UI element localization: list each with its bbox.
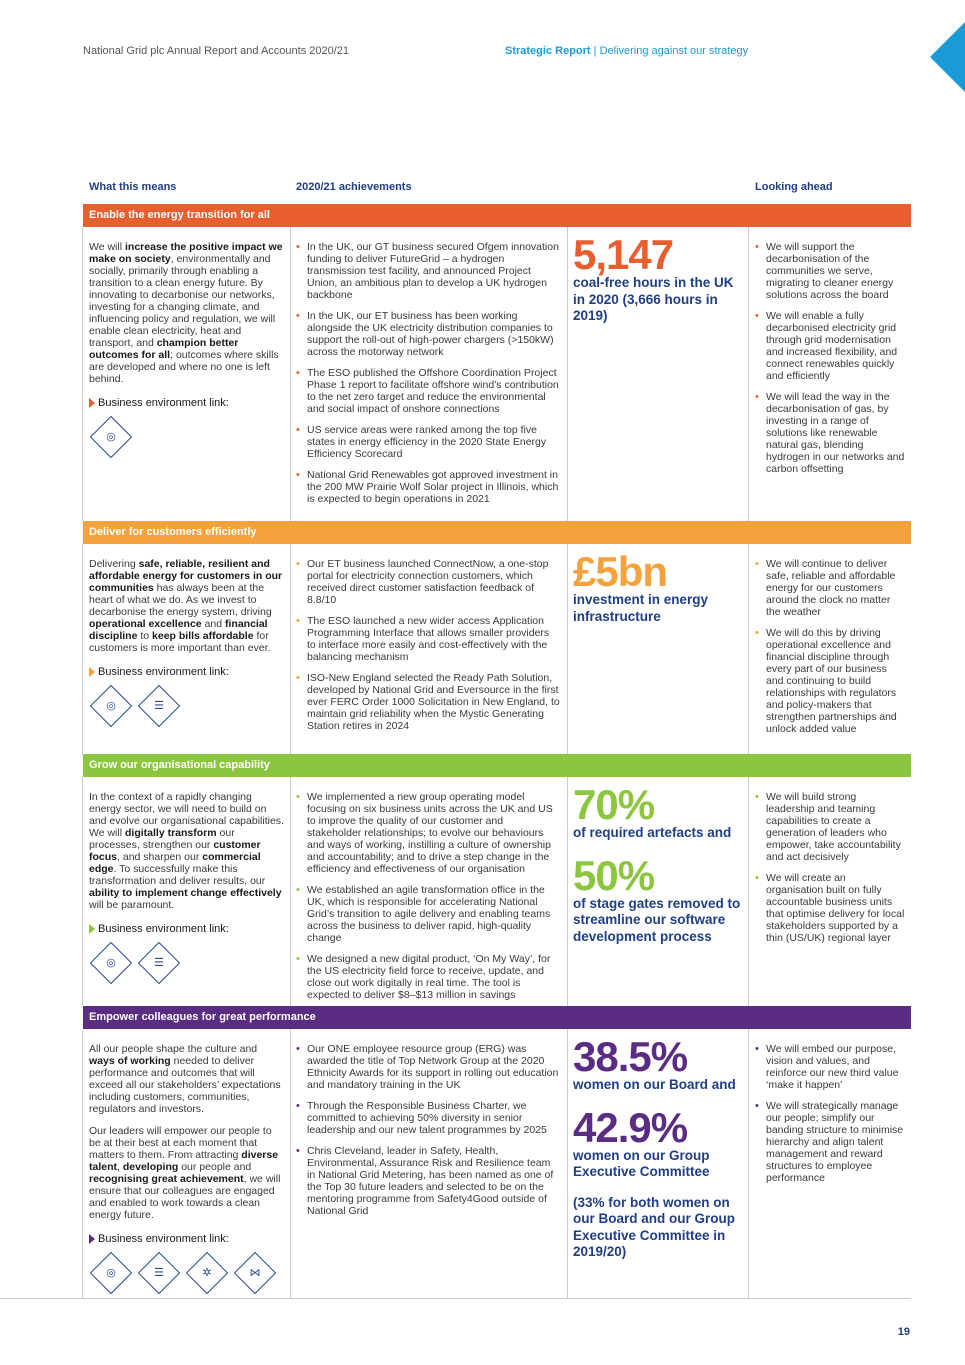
kpi-block — [573, 548, 745, 625]
achievements-list — [296, 558, 560, 741]
means-fragment: , and sharpen our — [117, 851, 203, 863]
means-text — [89, 1043, 285, 1295]
means-paragraph — [89, 1125, 285, 1221]
means-fragment: ; outcomes where skills are developed and where no one is left behind. — [89, 349, 279, 385]
business-environment-link[interactable] — [89, 923, 285, 935]
kpi-description: investment in energy infrastructure — [573, 592, 709, 624]
means-emphasis: increase the positive impact we make on society — [89, 241, 283, 265]
achievement-item: • National Grid Renewables got approved investment in the 200 MW Prairie Wolf Solar project in Illinois, which is expected to begin operations in 2021 — [296, 469, 560, 505]
column-header-achievements: 2020/21 achievements — [296, 181, 412, 193]
means-fragment: our processes, strengthen our — [89, 827, 235, 851]
kpi-description: women on our Board and — [573, 1077, 736, 1092]
business-environment-label: Business environment link: — [98, 923, 229, 935]
kpi-description: of required artefacts and — [573, 825, 732, 840]
kpi-description: coal-free hours in the UK in 2020 (3,666 hours in 2019) — [573, 275, 734, 323]
icon-row — [89, 1251, 285, 1295]
achievement-item: • US service areas were ranked among the top five states in energy efficiency in the 2020 State Energy Efficiency Scorecard — [296, 424, 560, 460]
means-emphasis: champion better outcomes for all — [89, 337, 239, 361]
target-icon[interactable] — [90, 685, 132, 727]
looking-ahead-list — [755, 558, 905, 744]
icon-glyph: ◎ — [106, 1267, 116, 1279]
icon-glyph: ◎ — [106, 700, 116, 712]
business-environment-label: Business environment link: — [98, 397, 229, 409]
kpi-block — [573, 231, 745, 325]
page-number: 19 — [897, 1326, 910, 1338]
arrow-icon — [89, 398, 95, 408]
achievement-item: • We implemented a new group operating model focusing on six business units across the UK and US to improve the quality of our customer and stakeholder relationships; to evolve our behaviours and ways of working, instilling a culture of ownership and accountability; and to drive a step change in the efficiency and effectiveness of our organisation — [296, 791, 560, 875]
column-divider — [82, 1029, 83, 1298]
column-divider — [290, 227, 291, 521]
business-environment-link[interactable] — [89, 1233, 285, 1245]
means-emphasis: financial discipline — [89, 618, 268, 642]
means-emphasis: developing — [122, 1161, 179, 1173]
kpi-description: of stage gates removed to streamline our software development process — [573, 895, 741, 944]
looking-ahead-item: • We will support the decarbonisation of the communities we serve, migrating to cleaner energy solutions across the board — [755, 241, 905, 301]
means-emphasis: commercial edge — [89, 851, 261, 875]
achievements-list — [296, 241, 560, 514]
arrow-icon — [89, 924, 95, 934]
column-divider — [82, 777, 83, 1006]
looking-ahead-item: • We will create an organisation built on fully accountable business units that optimise delivery for local stakeholders supported by a thin (US/UK) regional layer — [755, 872, 905, 944]
means-fragment: , we will ensure that our colleagues are engaged and enabled to work towards a clean energy future. — [89, 1173, 281, 1221]
column-divider — [567, 1029, 568, 1298]
coins-icon[interactable] — [138, 1252, 180, 1294]
icon-glyph: ☰ — [154, 957, 164, 969]
kpi-description: women on our Group Executive Committee — [573, 1147, 710, 1179]
means-emphasis: operational excellence — [89, 618, 202, 630]
means-emphasis: ways of working — [89, 1055, 171, 1067]
column-divider — [567, 227, 568, 521]
means-emphasis: customer focus — [89, 839, 261, 863]
looking-ahead-item: • We will strategically manage our people; simplify our banding structure to minimise hierarchy and align talent management and reward structures to employee performance — [755, 1100, 905, 1184]
report-title: National Grid plc Annual Report and Accounts 2020/21 — [83, 45, 350, 57]
icon-glyph: ☰ — [154, 1267, 164, 1279]
looking-ahead-item: • We will do this by driving operational excellence and financial discipline through every part of our business and continuing to build relationships with regulators and policy-makers that strengthen partnerships and unlock added value — [755, 627, 905, 735]
icon-glyph: ✲ — [202, 1267, 212, 1279]
means-emphasis: recognising great achievement — [89, 1173, 244, 1185]
means-fragment: needed to deliver performance and outcomes that will exceed all our stakeholders’ expectations including customers, communities, regulators and investors. — [89, 1055, 281, 1115]
achievement-item: • Our ONE employee resource group (ERG) was awarded the title of Top Network Group at the 2020 Ethnicity Awards for its support in rolling out education and mandatory training in the UK — [296, 1043, 560, 1091]
looking-ahead-list — [755, 791, 905, 953]
column-divider — [567, 777, 568, 1006]
achievement-item: • Through the Responsible Business Charter, we committed to achieving 50% diversity in senior leadership and our new talent programmes by 2025 — [296, 1100, 560, 1136]
target-icon[interactable] — [90, 942, 132, 984]
coins-icon[interactable] — [138, 942, 180, 984]
target-icon[interactable] — [90, 416, 132, 458]
means-emphasis: ability to implement change effectively — [89, 887, 282, 899]
achievements-list — [296, 791, 560, 1010]
means-fragment: . To successfully make this transformation and deliver results, our — [89, 863, 266, 887]
section-banner: Enable the energy transition for all — [83, 204, 911, 227]
column-divider — [290, 1029, 291, 1298]
means-emphasis: keep bills affordable — [152, 630, 254, 642]
looking-ahead-item: • We will enable a fully decarbonised electricity grid through grid modernisation and increased flexibility, and connect renewables quickly and efficiently — [755, 310, 905, 382]
business-environment-link[interactable] — [89, 666, 285, 678]
icon-row — [89, 684, 285, 728]
corner-tab-icon — [930, 22, 965, 92]
arrow-icon — [89, 1234, 95, 1244]
looking-ahead-item: • We will continue to deliver safe, reliable and affordable energy for our customers around the clock no matter the weather — [755, 558, 905, 618]
icon-glyph: ☰ — [154, 700, 164, 712]
kpi-value: 5,147 — [573, 231, 674, 278]
means-fragment: All our people shape the culture and — [89, 1043, 258, 1055]
target-icon[interactable] — [90, 1252, 132, 1294]
kpi-block — [573, 781, 745, 945]
achievement-item: • The ESO published the Offshore Coordination Project Phase 1 report to facilitate offshore wind’s contribution to the net zero target and reduce the environmental and social impact of onshore connections — [296, 367, 560, 415]
column-divider — [748, 544, 749, 754]
coins-icon[interactable] — [138, 685, 180, 727]
means-emphasis: diverse talent — [89, 1149, 279, 1173]
means-fragment: and — [201, 618, 225, 630]
means-emphasis: digitally transform — [124, 827, 217, 839]
means-fragment: , — [117, 1161, 123, 1173]
section-banner: Deliver for customers efficiently — [83, 521, 911, 544]
means-paragraph — [89, 558, 285, 654]
business-environment-label: Business environment link: — [98, 666, 229, 678]
means-fragment: has always been at the heart of what we do. As we invest to decarbonise the energy system, driving — [89, 582, 272, 618]
kpi-value: 42.9% — [573, 1103, 688, 1151]
means-paragraph — [89, 791, 285, 911]
looking-ahead-item: • We will lead the way in the decarbonisation of gas, by investing in a range of solutions like renewable natural gas, blending hydrogen in our networks and carbon offsetting — [755, 391, 905, 475]
business-environment-link[interactable] — [89, 397, 285, 409]
column-header-ahead: Looking ahead — [755, 181, 833, 193]
achievement-item: • Chris Cleveland, leader in Safety, Health, Environmental, Assurance Risk and Resilience team in National Grid Metering, has been named as one of the Top 30 future leaders and selected to be on the mentoring programme from Safety4Good outside of National Grid — [296, 1145, 560, 1217]
icon-glyph: ⋈ — [249, 1267, 261, 1279]
means-paragraph — [89, 1043, 285, 1115]
arrow-icon — [89, 667, 95, 677]
kpi-value: 70% — [573, 781, 655, 828]
column-divider — [290, 777, 291, 1006]
section-breadcrumb — [505, 45, 748, 57]
looking-ahead-list — [755, 241, 905, 484]
icon-glyph: ◎ — [106, 431, 116, 443]
kpi-block — [573, 1033, 745, 1261]
means-fragment: We will — [89, 241, 125, 253]
section-banner: Grow our organisational capability — [83, 754, 911, 777]
means-fragment: Our leaders will empower our people to be at their best at each moment that matters to them. From attracting — [89, 1125, 272, 1161]
achievement-item: • ISO-New England selected the Ready Path Solution, developed by National Grid and Eversource in the first ever FERC Order 1000 Solicitation in New England, to maintain grid reliability when the Mystic Generating Station retires in 2024 — [296, 672, 560, 732]
means-fragment: will be paramount. — [89, 899, 175, 911]
achievement-item: • Our ET business launched ConnectNow, a one-stop portal for electricity connection customers, which received direct customer satisfaction feedback of 8.8/10 — [296, 558, 560, 606]
means-fragment: Delivering — [89, 558, 139, 570]
column-divider — [290, 544, 291, 754]
means-emphasis: safe, reliable, resilient and affordable energy for customers in our communities — [89, 558, 283, 594]
means-text — [89, 558, 285, 728]
icon-row — [89, 941, 285, 985]
achievements-list — [296, 1043, 560, 1226]
means-fragment: In the context of a rapidly changing energy sector, we will need to build on and evolve our organisational capabilities. We will — [89, 791, 284, 839]
network-icon[interactable] — [186, 1252, 228, 1294]
achievement-item: • The ESO launched a new wider access Application Programming Interface that allows smaller providers to interface more easily and cost-effectively with the balancing mechanism — [296, 615, 560, 663]
means-fragment: to — [137, 630, 153, 642]
kpi-value: 38.5% — [573, 1033, 688, 1080]
achievement-item: • In the UK, our GT business secured Ofgem innovation funding to deliver FutureGrid – a hydrogen transmission test facility, and announced Project Union, an ambitious plan to develop a UK hydrogen backbone — [296, 241, 560, 301]
connections-icon[interactable] — [234, 1252, 276, 1294]
column-divider — [748, 1029, 749, 1298]
column-divider — [748, 227, 749, 521]
kpi-description: (33% for both women on our Board and our Group Executive Committee in 2019/20) — [573, 1194, 735, 1259]
looking-ahead-item: • We will embed our purpose, vision and values, and reinforce our new third value ‘make it happen’ — [755, 1043, 905, 1091]
means-fragment: , environmentally and socially, primarily through enabling a transition to a clean energy future. By innovating to decarbonise our networks, investing for a changing climate, and influencing policy and regulation, we will enable clean electricity, heat and transport, and — [89, 253, 276, 349]
achievement-item: • In the UK, our ET business has been working alongside the UK electricity distribution companies to support the roll-out of high-power chargers (>150kW) across the motorway network — [296, 310, 560, 358]
subsection-label[interactable]: Delivering against our strategy — [599, 45, 749, 57]
looking-ahead-item: • We will build strong leadership and teaming capabilities to create a generation of leaders who empower, take accountability and act decisively — [755, 791, 905, 863]
section-label[interactable]: Strategic Report — [505, 45, 591, 57]
kpi-value: 50% — [573, 851, 655, 899]
section-banner: Empower colleagues for great performance — [83, 1006, 911, 1029]
icon-glyph: ◎ — [106, 957, 116, 969]
column-divider — [748, 777, 749, 1006]
column-divider — [82, 227, 83, 521]
means-text — [89, 791, 285, 985]
kpi-value: £5bn — [573, 548, 668, 595]
column-divider — [82, 544, 83, 754]
column-divider — [567, 544, 568, 754]
means-fragment: for customers is more important than ever. — [89, 630, 271, 654]
table-bottom-rule — [0, 1298, 911, 1299]
column-header-means: What this means — [89, 181, 177, 193]
achievement-item: • We designed a new digital product, ‘On My Way’, for the US electricity field force to receive, update, and close out work digitally in real time. The tool is expected to deliver $8–$13 million in savings — [296, 953, 560, 1001]
achievement-item: • We established an agile transformation office in the UK, which is responsible for accelerating National Grid’s transition to agile delivery and enabling teams across the business to deliver rapid, high-quality change — [296, 884, 560, 944]
business-environment-label: Business environment link: — [98, 1233, 229, 1245]
means-text — [89, 241, 285, 459]
breadcrumb-separator: | — [593, 45, 597, 57]
means-fragment: our people and — [178, 1161, 252, 1173]
icon-row — [89, 415, 285, 459]
means-paragraph — [89, 241, 285, 385]
looking-ahead-list — [755, 1043, 905, 1193]
